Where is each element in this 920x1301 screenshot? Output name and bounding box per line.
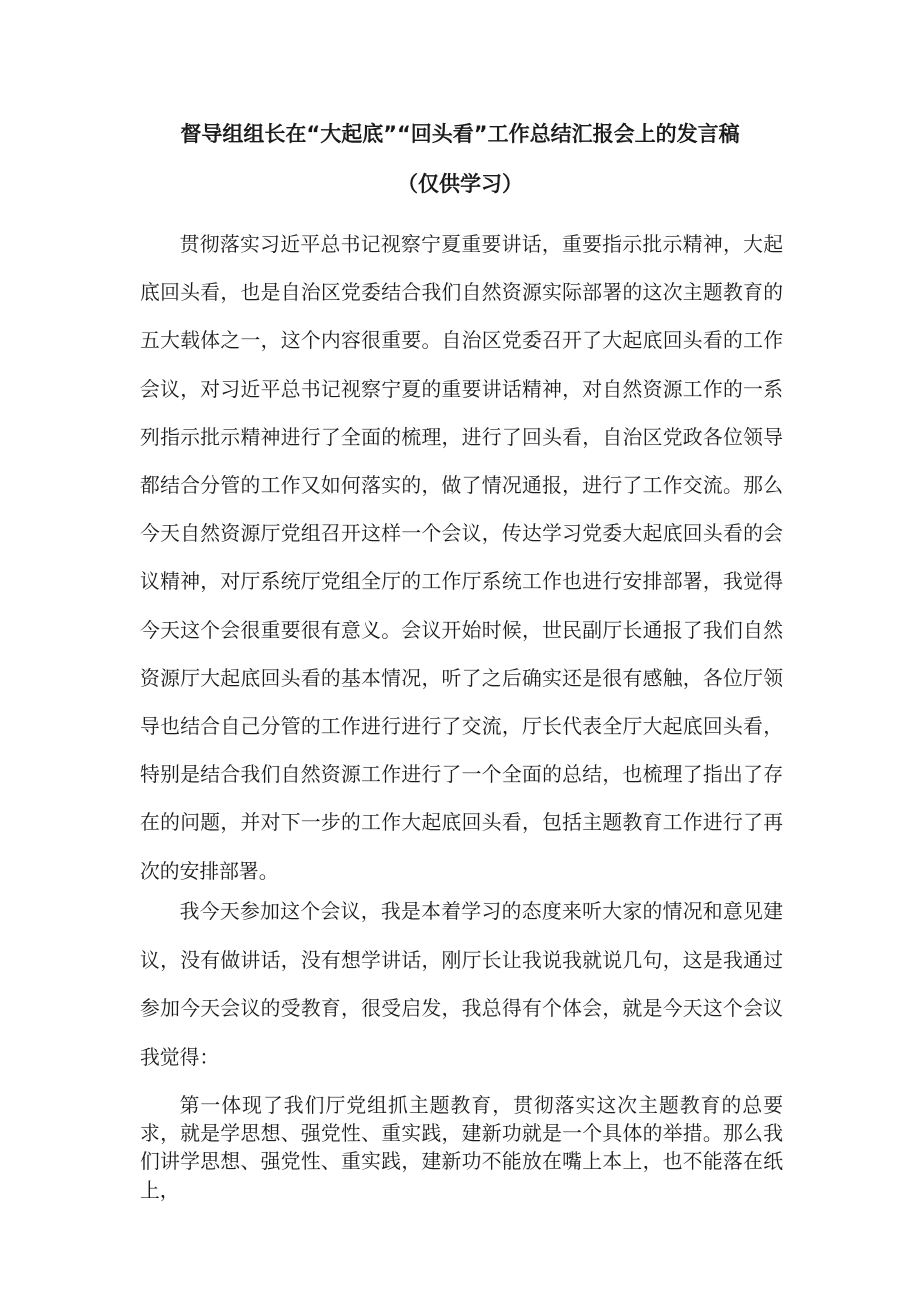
document-title: 督导组组长在“大起底”“回头看”工作总结汇报会上的发言稿	[180, 122, 740, 146]
document-subtitle: （仅供学习）	[397, 172, 523, 196]
body-paragraph-1: 贯彻落实习近平总书记视察宁夏重要讲话，重要指示批示精神，大起底回头看，也是自治区党委结合我们自然资源实际部署的这次主题教育的五大载体之一，这个内容很重要。自治区党委召开了大起底回头看的工作会议，对习近平总书记视察宁夏的重要讲话精神，对自然资源工作的一系列指示批示精神进行了全面的梳理，进行了回头看，自治区党政各位领导都结合分管的工作又如何落实的，做了情况通报，进行了工作交流。那么今天自然资源厅党组召开这样一个会议，传达学习党委大起底回头看的会议精神，对厅系统厅党组全厅的工作厅系统工作也进行安排部署，我觉得今天这个会很重要很有意义。会议开始时候，世民副厅长通报了我们自然资源厅大起底回头看的基本情况，听了之后确实还是很有感触，各位厅领导也结合自己分管的工作进行进行了交流，厅长代表全厅大起底回头看，特别是结合我们自然资源工作进行了一个全面的总结，也梳理了指出了存在的问题，并对下一步的工作大起底回头看，包括主题教育工作进行了再次的安排部署。	[140, 233, 783, 883]
body-paragraph-3: 第一体现了我们厅党组抓主题教育，贯彻落实这次主题教育的总要求，就是学思想、强党性、重实践，建新功就是一个具体的举措。那么我们讲学思想、强党性、重实践，建新功不能放在嘴上本上，也不能落在纸上，	[140, 1094, 783, 1202]
body-paragraph-2: 我今天参加这个会议，我是本着学习的态度来听大家的情况和意见建议，没有做讲话，没有想学讲话，刚厅长让我说我就说几句，这是我通过参加今天会议的受教育，很受启发，我总得有个体会，就是今天这个会议我觉得：	[140, 900, 783, 1069]
